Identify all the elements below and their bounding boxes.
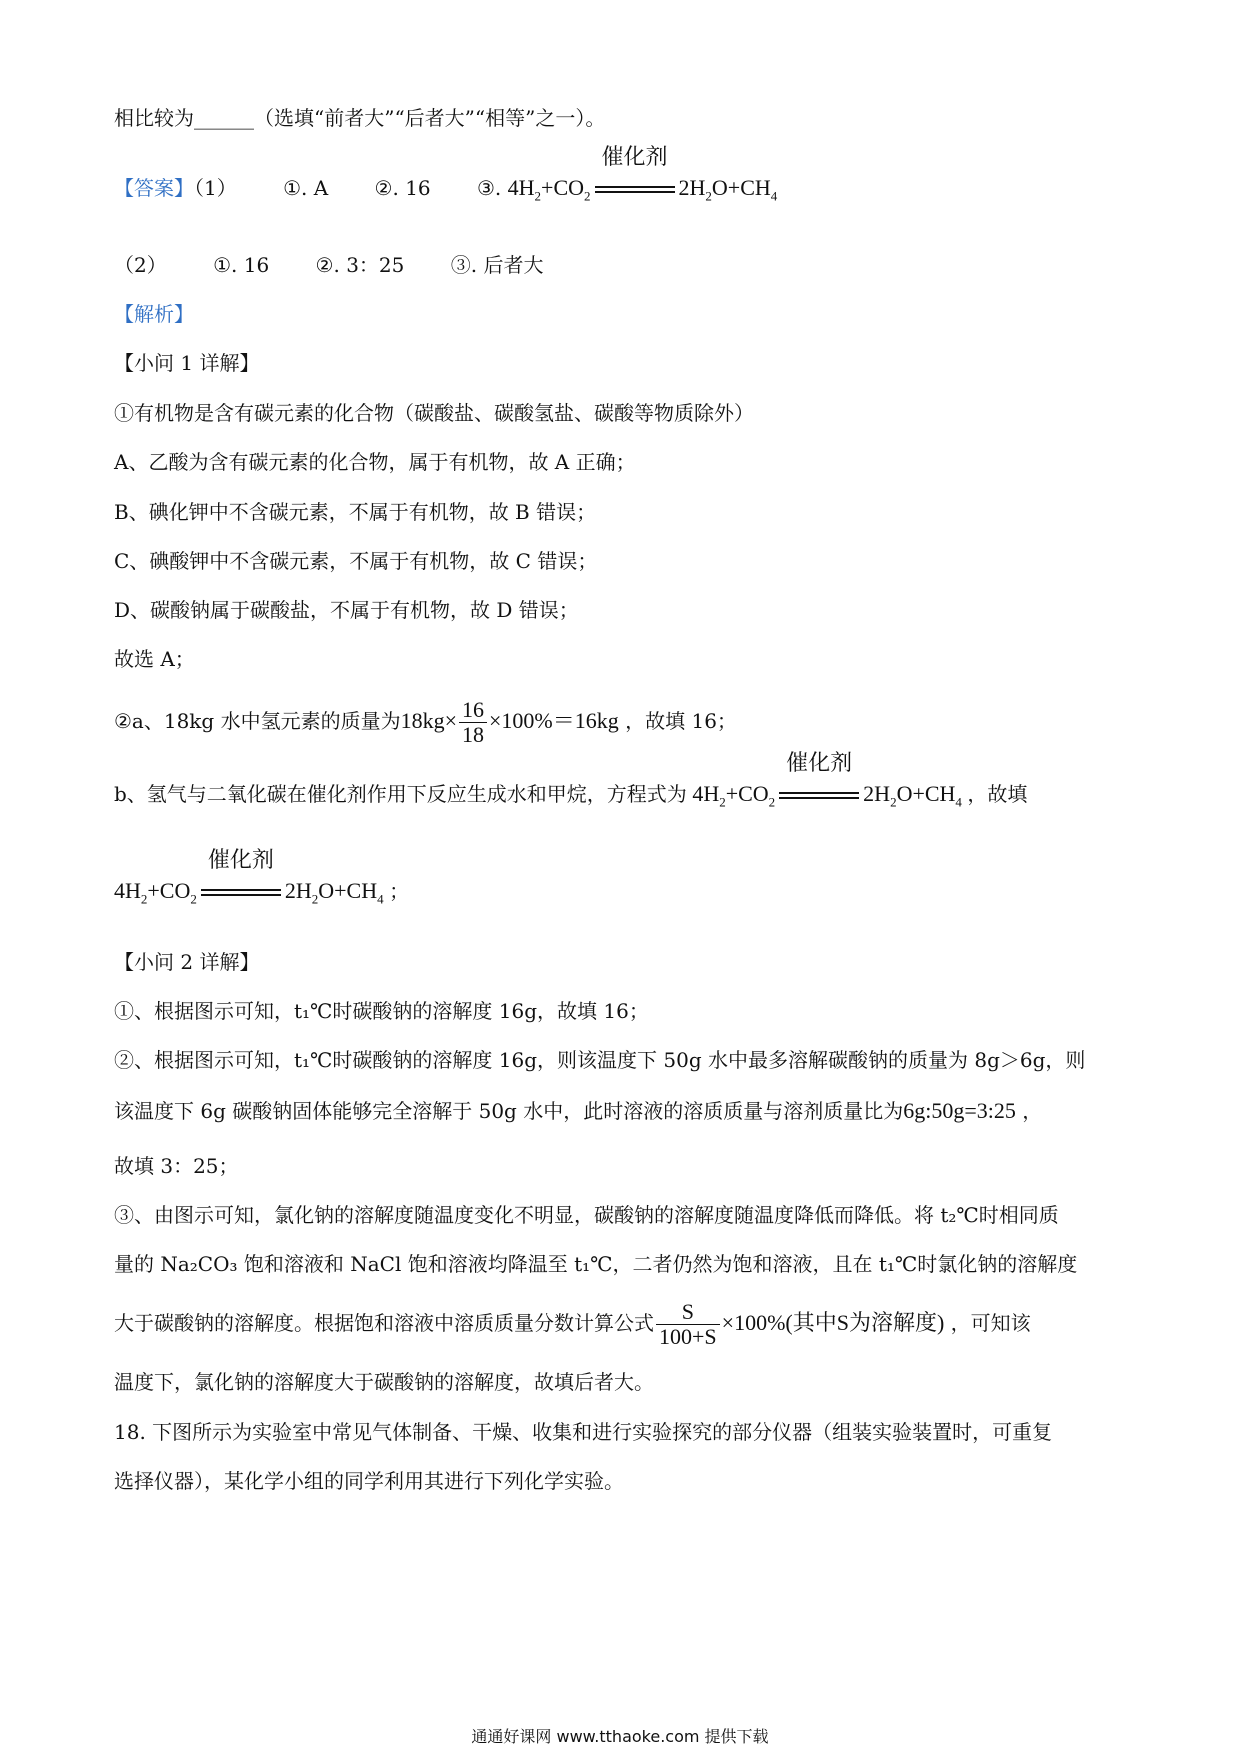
q1-heading: 【小问 1 详解】 (114, 351, 260, 375)
question-tail: 相比较为______（选填“前者大”“后者大”“相等”之一）。 (114, 106, 606, 130)
equation-inline: $4H_2+CO_2$ 催化剂 $2H_2O+CH_4$ (692, 751, 962, 810)
paragraph-formula: 大于碳酸钠的溶解度。根据饱和溶液中溶质质量分数计算公式 $\frac{S}{100+S}$ ×100%(其中S为溶解度) ，可知该 (114, 1299, 1031, 1349)
answer-part1: （1） (194, 176, 237, 200)
paragraph: ①有机物是含有碳元素的化合物（碳酸盐、碳酸氢盐、碳酸等物质除外） (114, 401, 754, 425)
fraction: $\frac{S}{100+S}$ (656, 1300, 720, 1349)
paragraph: B、碘化钾中不含碳元素，不属于有机物，故 B 错误； (114, 500, 597, 524)
paragraph-equation: b、氢气与二氧化碳在催化剂作用下反应生成水和甲烷，方程式为 $4H_2+CO_2$ 催化剂 $2H_2O+CH_4$ ，故填 (114, 751, 1028, 810)
catalyst-label: 催化剂 (207, 848, 274, 873)
answer-line-1 (114, 145, 778, 210)
q2-heading: 【小问 2 详解】 (114, 950, 260, 974)
fraction: $\frac{16}{18}$ (459, 698, 487, 747)
paragraph: C、碘酸钾中不含碳元素，不属于有机物，故 C 错误； (114, 549, 598, 573)
catalyst-label: 催化剂 (601, 145, 668, 170)
question-18-cont: 选择仪器），某化学小组的同学利用其进行下列化学实验。 (114, 1469, 624, 1493)
answer-2-2: ②. 3：25 (315, 253, 405, 277)
analysis-tag: 【解析】 (114, 302, 194, 326)
answer-1-1: ①. A (283, 176, 329, 200)
equation-standalone: $4H_2+CO_2$ 催化剂 $2H_2O+CH_4$ (114, 848, 384, 907)
footer: 通通好课网 www.tthaoke.com 提供下载 (471, 1727, 769, 1746)
answer-2-1: ①. 16 (213, 253, 270, 277)
answer-part2: （2） (114, 253, 167, 277)
paragraph: ①、根据图示可知，t₁℃时碳酸钠的溶解度 16g，故填 16； (114, 999, 649, 1023)
catalyst-label: 催化剂 (786, 751, 853, 776)
paragraph: ③、由图示可知，氯化钠的溶解度随温度变化不明显，碳酸钠的溶解度随温度降低而降低。将 t₂℃时相同质 (114, 1203, 1059, 1227)
paragraph-mass-calc: ②a、18kg 水中氢元素的质量为18kg× $\frac{16}{18}$ ×100%＝16kg ，故填 16； (114, 697, 737, 747)
answer-1-3: ③. (477, 176, 502, 200)
question-18: 18. 下图所示为实验室中常见气体制备、干燥、收集和进行实验探究的部分仪器（组装实验装置时，可重复 (114, 1420, 1053, 1444)
paragraph: 故选 A； (114, 647, 195, 671)
paragraph: D、碳酸钠属于碳酸盐，不属于有机物，故 D 错误； (114, 598, 579, 622)
answer-tag: 【答案】 (114, 176, 194, 200)
paragraph-ratio: 该温度下 6g 碳酸钠固体能够完全溶解于 50g 水中，此时溶液的溶质质量与溶剂质量比为6g:50g=3:25 ， (114, 1098, 1043, 1123)
paragraph: 量的 Na₂CO₃ 饱和溶液和 NaCl 饱和溶液均降温至 t₁℃，二者仍然为饱和溶液，且在 t₁℃时氯化钠的溶解度 (114, 1252, 1078, 1276)
paragraph: 故填 3：25； (114, 1154, 239, 1178)
paragraph: ②、根据图示可知，t₁℃时碳酸钠的溶解度 16g，则该温度下 50g 水中最多溶解碳酸钠的质量为 8g＞6g，则 (114, 1048, 1086, 1072)
answer-line-2 (114, 251, 543, 279)
answer-1-2: ②. 16 (374, 176, 431, 200)
equation-line: $4H_2+CO_2$ 催化剂 $2H_2O+CH_4$ ； (114, 848, 410, 907)
answer-2-3: ③. 后者大 (450, 253, 544, 277)
paragraph: A、乙酸为含有碳元素的化合物，属于有机物，故 A 正确； (114, 450, 636, 474)
equation: $4H_2+CO_2$ 催化剂 $2H_2O+CH_4$ (507, 145, 778, 204)
paragraph: 温度下，氯化钠的溶解度大于碳酸钠的溶解度，故填后者大。 (114, 1370, 654, 1394)
